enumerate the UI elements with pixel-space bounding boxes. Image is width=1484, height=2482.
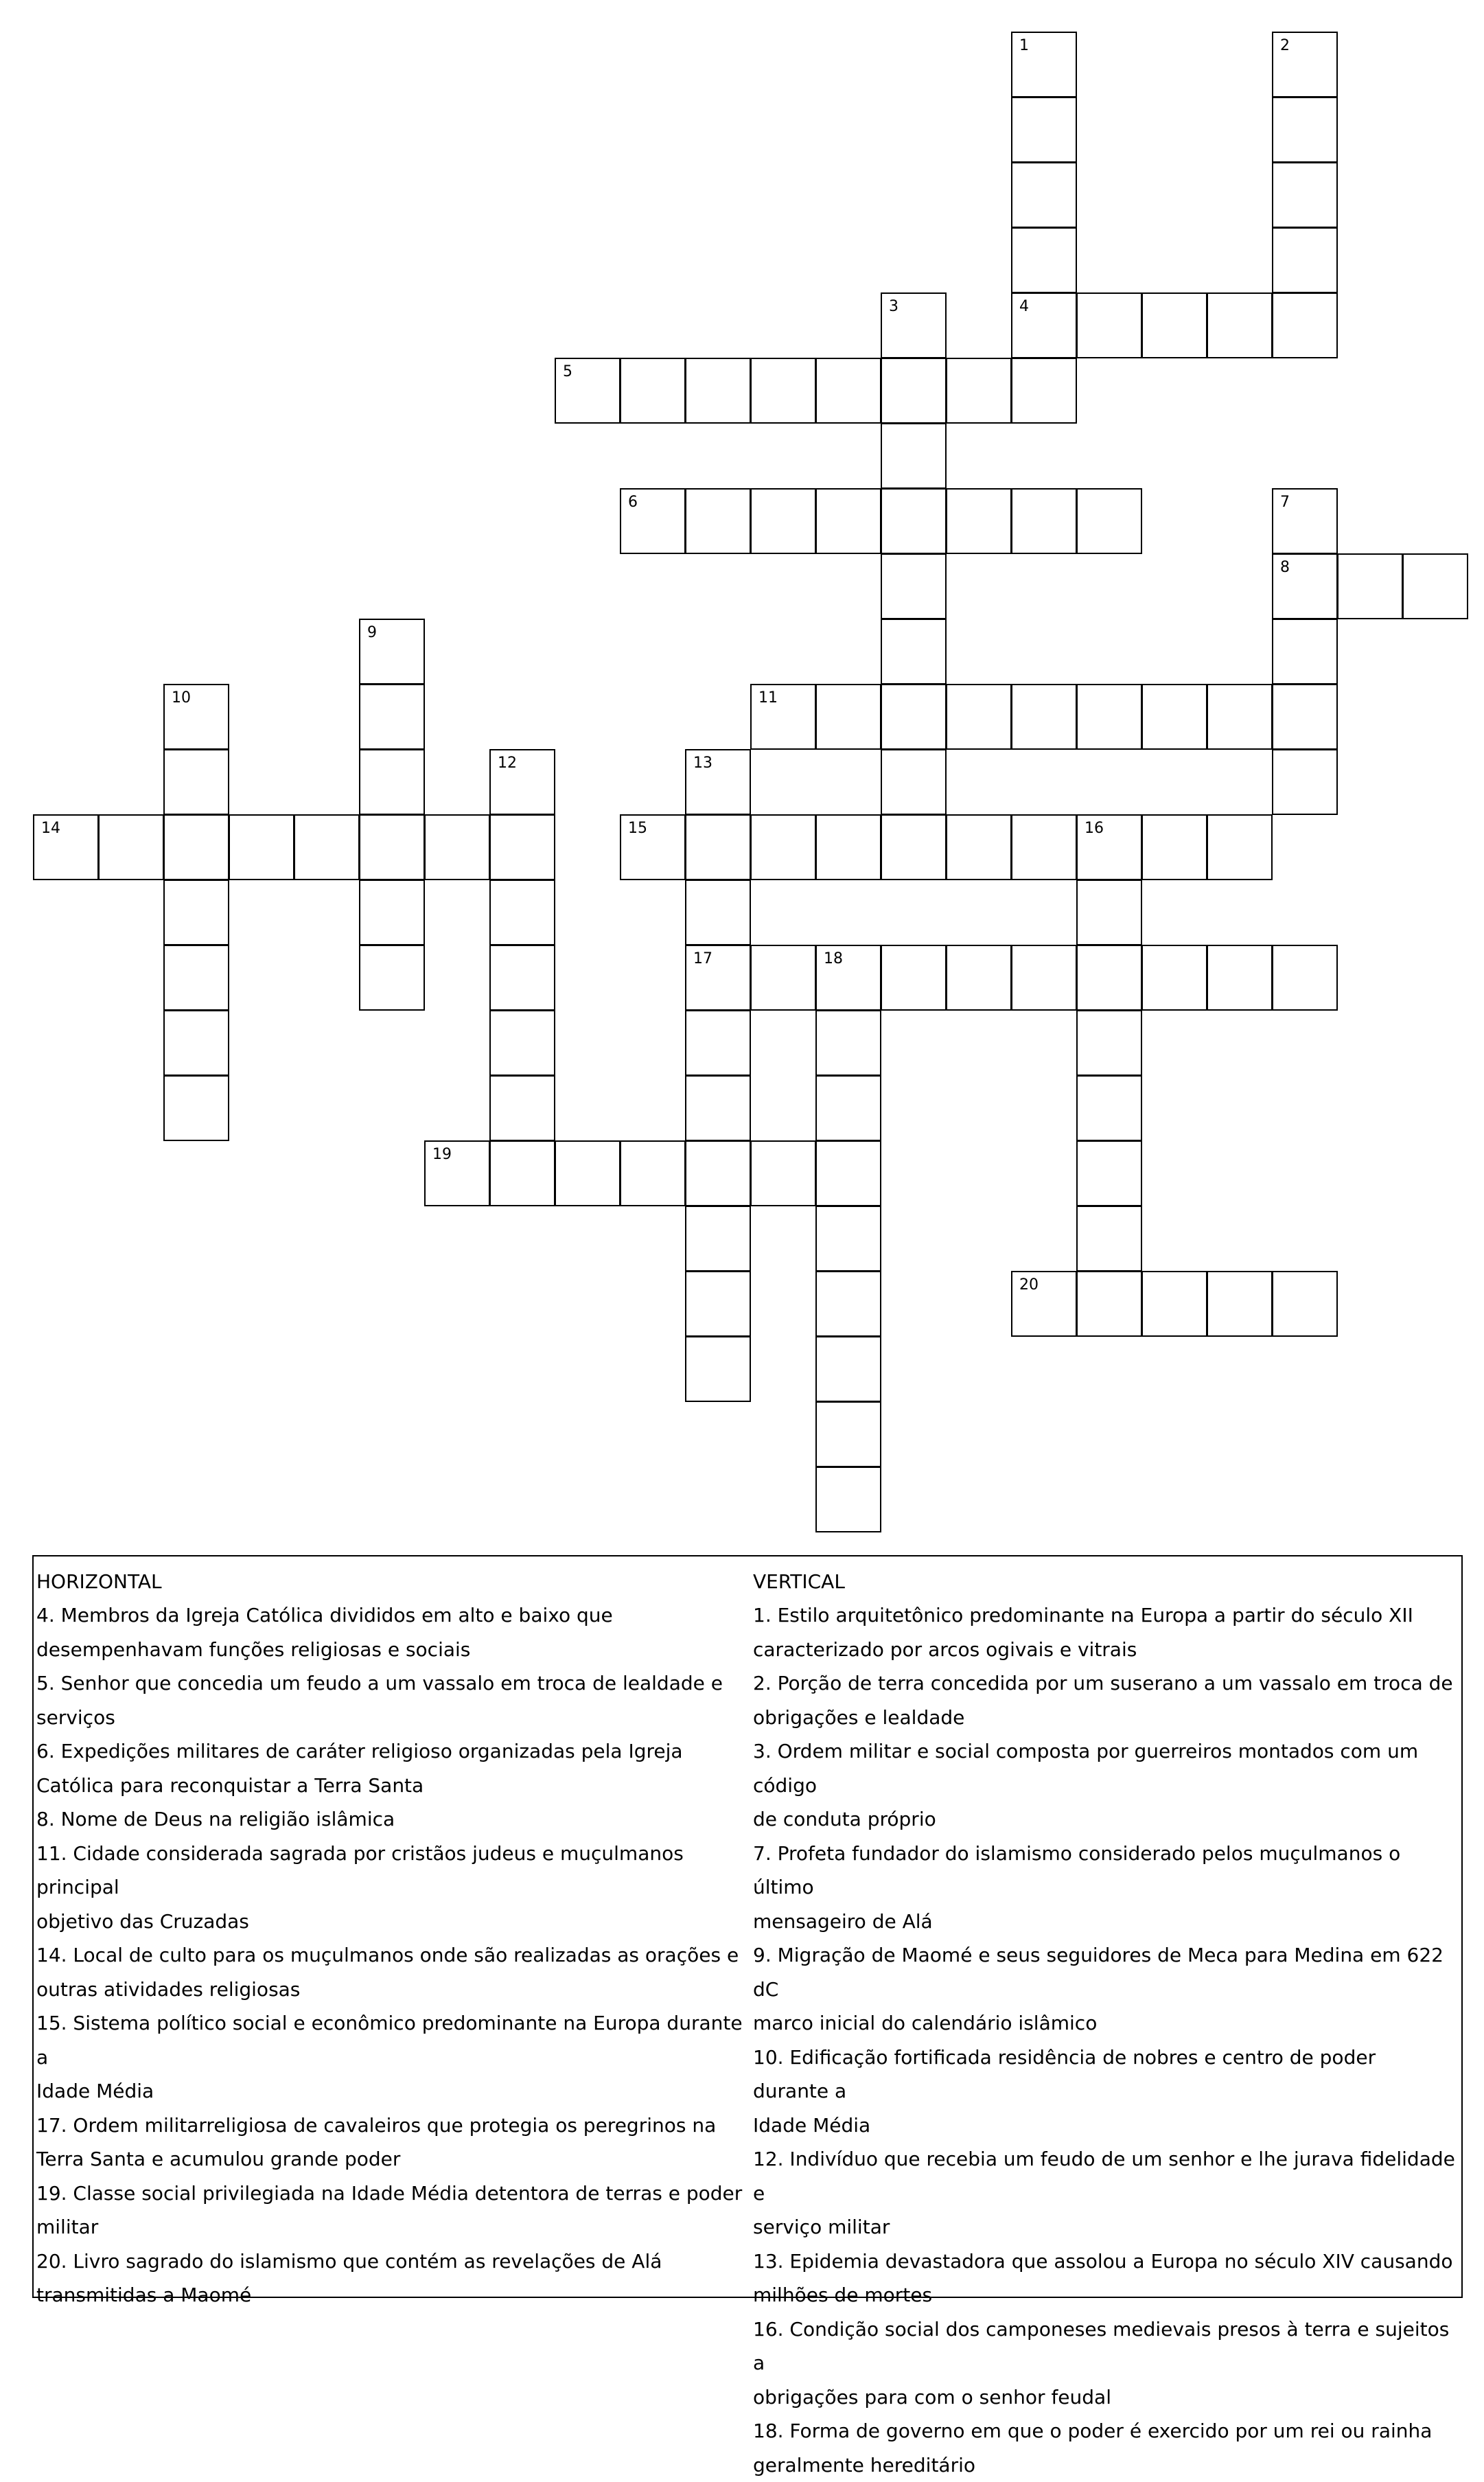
clue-line: serviços — [36, 1701, 750, 1735]
clue-line: 17. Ordem militarreligiosa de cavaleiros que protegia os peregrinos na — [36, 2108, 750, 2143]
grid-cell[interactable] — [1272, 619, 1338, 685]
grid-cell[interactable] — [1011, 1271, 1077, 1337]
grid-cell[interactable] — [1272, 749, 1338, 815]
grid-cell[interactable] — [815, 1271, 881, 1337]
clue-number: 1 — [1019, 37, 1029, 54]
clue-number: 12 — [498, 755, 517, 772]
grid-cell[interactable] — [881, 358, 947, 424]
grid-cell[interactable] — [815, 1467, 881, 1532]
grid-cell[interactable] — [815, 1010, 881, 1076]
grid-cell[interactable] — [163, 749, 229, 815]
grid-cell[interactable] — [685, 880, 751, 945]
grid-cell[interactable] — [685, 1010, 751, 1076]
clue-number: 16 — [1085, 820, 1104, 837]
clue-line: objetivo das Cruzadas — [36, 1905, 750, 1939]
clue-line: 8. Nome de Deus na religião islâmica — [36, 1802, 750, 1837]
grid-cell[interactable] — [750, 488, 816, 554]
grid-cell[interactable] — [620, 1140, 686, 1206]
grid-cell[interactable] — [685, 814, 751, 880]
clue-line: 18. Forma de governo em que o poder é exercido por um rei ou rainha — [753, 2414, 1457, 2448]
grid-cell[interactable] — [685, 358, 751, 424]
grid-cell[interactable] — [1272, 945, 1338, 1011]
clue-number: 11 — [758, 689, 778, 706]
grid-cell[interactable] — [1141, 684, 1207, 750]
vertical-clue-list — [753, 1598, 1457, 2482]
clue-line: obrigações e lealdade — [753, 1701, 1457, 1735]
grid-cell[interactable] — [1272, 553, 1338, 619]
vertical-heading: VERTICAL — [753, 1565, 1457, 1598]
grid-cell[interactable] — [555, 1140, 621, 1206]
grid-cell[interactable] — [1402, 553, 1468, 619]
grid-cell[interactable] — [1011, 488, 1077, 554]
grid-cell[interactable] — [881, 553, 947, 619]
grid-cell[interactable] — [1011, 32, 1077, 97]
clue-line: 13. Epidemia devastadora que assolou a Europa no século XIV causando — [753, 2244, 1457, 2279]
grid-cell[interactable] — [489, 749, 555, 815]
clue-number: 3 — [889, 298, 898, 315]
grid-cell[interactable] — [1141, 1271, 1207, 1337]
horizontal-clues — [36, 1565, 750, 2312]
clue-number: 14 — [41, 820, 60, 837]
clue-number: 7 — [1280, 494, 1290, 511]
grid-cell[interactable] — [1207, 1271, 1273, 1337]
grid-cell[interactable] — [1141, 292, 1207, 358]
grid-cell[interactable] — [229, 814, 294, 880]
clue-number: 4 — [1019, 298, 1029, 315]
grid-cell[interactable] — [815, 945, 881, 1011]
clue-number: 17 — [693, 950, 712, 967]
grid-cell[interactable] — [1076, 292, 1142, 358]
grid-cell[interactable] — [881, 749, 947, 815]
grid-cell[interactable] — [489, 814, 555, 880]
grid-cell[interactable] — [1272, 684, 1338, 750]
clue-line: de conduta próprio — [753, 1802, 1457, 1837]
grid-cell[interactable] — [750, 814, 816, 880]
clue-line: 3. Ordem militar e social composta por guerreiros montados com um código — [753, 1734, 1457, 1802]
grid-cell[interactable] — [815, 1140, 881, 1206]
grid-cell[interactable] — [489, 1075, 555, 1141]
grid-cell[interactable] — [1207, 945, 1273, 1011]
grid-cell[interactable] — [685, 1075, 751, 1141]
grid-cell[interactable] — [1011, 814, 1077, 880]
grid-cell[interactable] — [359, 684, 425, 750]
grid-cell[interactable] — [881, 488, 947, 554]
grid-cell[interactable] — [1076, 488, 1142, 554]
grid-cell[interactable] — [1076, 1140, 1142, 1206]
clue-line: Católica para reconquistar a Terra Santa — [36, 1769, 750, 1803]
grid-cell[interactable] — [1272, 292, 1338, 358]
grid-cell[interactable] — [294, 814, 360, 880]
clue-line: 11. Cidade considerada sagrada por cristãos judeus e muçulmanos principal — [36, 1837, 750, 1905]
clue-line: 7. Profeta fundador do islamismo considerado pelos muçulmanos o último — [753, 1837, 1457, 1905]
grid-cell[interactable] — [1141, 945, 1207, 1011]
clue-line: 5. Senhor que concedia um feudo a um vassalo em troca de lealdade e — [36, 1666, 750, 1701]
clue-line: 16. Condição social dos camponeses medievais presos à terra e sujeitos a — [753, 2312, 1457, 2380]
grid-cell[interactable] — [620, 358, 686, 424]
clue-line: 15. Sistema político social e econômico predominante na Europa durante a — [36, 2006, 750, 2074]
grid-cell[interactable] — [685, 488, 751, 554]
clue-panel — [32, 1555, 1463, 2298]
grid-cell[interactable] — [1141, 814, 1207, 880]
clue-line: mensageiro de Alá — [753, 1905, 1457, 1939]
clue-line: 20. Livro sagrado do islamismo que contém as revelações de Alá — [36, 2244, 750, 2279]
grid-cell[interactable] — [1011, 97, 1077, 163]
clue-number: 15 — [628, 820, 647, 837]
grid-cell[interactable] — [555, 358, 621, 424]
clue-line: obrigações para com o senhor feudal — [753, 2380, 1457, 2415]
grid-cell[interactable] — [1207, 292, 1273, 358]
grid-cell[interactable] — [815, 1401, 881, 1467]
clue-line: caracterizado por arcos ogivais e vitrais — [753, 1633, 1457, 1667]
clue-line: desempenhavam funções religiosas e sociais — [36, 1633, 750, 1667]
clue-number: 20 — [1019, 1276, 1039, 1294]
grid-cell[interactable] — [1207, 814, 1273, 880]
grid-cell[interactable] — [359, 945, 425, 1011]
clue-number: 18 — [824, 950, 843, 967]
grid-cell[interactable] — [359, 749, 425, 815]
clue-line: 12. Indivíduo que recebia um feudo de um senhor e lhe jurava fidelidade e — [753, 2142, 1457, 2210]
horizontal-clue-list — [36, 1598, 750, 2312]
grid-cell[interactable] — [1011, 292, 1077, 358]
grid-cell[interactable] — [1011, 945, 1077, 1011]
grid-cell[interactable] — [1076, 1206, 1142, 1272]
grid-cell[interactable] — [163, 814, 229, 880]
grid-cell[interactable] — [946, 945, 1012, 1011]
grid-cell[interactable] — [359, 619, 425, 685]
clue-line: Idade Média — [753, 2108, 1457, 2143]
grid-cell[interactable] — [1011, 358, 1077, 424]
clue-number: 9 — [367, 624, 377, 641]
grid-cell[interactable] — [163, 880, 229, 945]
grid-cell[interactable] — [685, 1206, 751, 1272]
grid-cell[interactable] — [815, 684, 881, 750]
clue-number: 6 — [628, 494, 638, 511]
grid-cell[interactable] — [881, 684, 947, 750]
grid-cell[interactable] — [685, 1140, 751, 1206]
clue-number: 5 — [563, 363, 572, 380]
grid-cell[interactable] — [620, 814, 686, 880]
grid-cell[interactable] — [881, 814, 947, 880]
clue-line: marco inicial do calendário islâmico — [753, 2006, 1457, 2041]
grid-cell[interactable] — [98, 814, 164, 880]
grid-cell[interactable] — [359, 880, 425, 945]
grid-cell[interactable] — [489, 880, 555, 945]
grid-cell[interactable] — [1076, 945, 1142, 1011]
grid-cell[interactable] — [946, 814, 1012, 880]
clue-number: 10 — [172, 689, 191, 706]
grid-cell[interactable] — [1272, 1271, 1338, 1337]
grid-cell[interactable] — [489, 1140, 555, 1206]
grid-cell[interactable] — [750, 945, 816, 1011]
clue-number: 13 — [693, 755, 712, 772]
grid-cell[interactable] — [163, 684, 229, 750]
grid-cell[interactable] — [1272, 97, 1338, 163]
grid-cell[interactable] — [815, 488, 881, 554]
vertical-clues — [753, 1565, 1457, 2482]
grid-cell[interactable] — [1011, 684, 1077, 750]
grid-cell[interactable] — [946, 358, 1012, 424]
grid-cell[interactable] — [1272, 32, 1338, 97]
clue-number: 8 — [1280, 559, 1290, 576]
grid-cell[interactable] — [881, 423, 947, 489]
clue-line: outras atividades religiosas — [36, 1973, 750, 2007]
grid-cell[interactable] — [946, 684, 1012, 750]
grid-cell[interactable] — [1272, 488, 1338, 554]
horizontal-heading: HORIZONTAL — [36, 1565, 750, 1598]
grid-cell[interactable] — [489, 1010, 555, 1076]
clue-line: 9. Migração de Maomé e seus seguidores de Meca para Medina em 622 dC — [753, 1938, 1457, 2006]
clue-line: 4. Membros da Igreja Católica divididos em alto e baixo que — [36, 1598, 750, 1633]
grid-cell[interactable] — [620, 488, 686, 554]
grid-cell[interactable] — [1076, 1271, 1142, 1337]
clue-number: 2 — [1280, 37, 1290, 54]
grid-cell[interactable] — [881, 945, 947, 1011]
grid-cell[interactable] — [424, 814, 490, 880]
grid-cell[interactable] — [685, 945, 751, 1011]
grid-cell[interactable] — [1011, 227, 1077, 293]
grid-cell[interactable] — [815, 1075, 881, 1141]
clue-line: 19. Classe social privilegiada na Idade Média detentora de terras e poder — [36, 2176, 750, 2211]
grid-cell[interactable] — [424, 1140, 490, 1206]
grid-cell[interactable] — [750, 1140, 816, 1206]
grid-cell[interactable] — [1337, 553, 1403, 619]
clue-line: 1. Estilo arquitetônico predominante na Europa a partir do século XII — [753, 1598, 1457, 1633]
clue-line: transmitidas a Maomé — [36, 2278, 750, 2312]
clue-line: 10. Edificação fortificada residência de nobres e centro de poder durante a — [753, 2041, 1457, 2108]
grid-cell[interactable] — [1076, 880, 1142, 945]
clue-line: Terra Santa e acumulou grande poder — [36, 2142, 750, 2176]
grid-cell[interactable] — [359, 814, 425, 880]
grid-cell[interactable] — [946, 488, 1012, 554]
clue-line: 2. Porção de terra concedida por um suserano a um vassalo em troca de — [753, 1666, 1457, 1701]
clue-number: 19 — [432, 1146, 452, 1163]
grid-cell[interactable] — [685, 749, 751, 815]
grid-cell[interactable] — [881, 619, 947, 685]
clue-line: geralmente hereditário — [753, 2448, 1457, 2482]
grid-cell[interactable] — [685, 1336, 751, 1402]
grid-cell[interactable] — [1076, 1075, 1142, 1141]
grid-cell[interactable] — [815, 358, 881, 424]
clue-line: milhões de mortes — [753, 2278, 1457, 2312]
grid-cell[interactable] — [1272, 227, 1338, 293]
grid-cell[interactable] — [1076, 814, 1142, 880]
grid-cell[interactable] — [1207, 684, 1273, 750]
grid-cell[interactable] — [750, 358, 816, 424]
grid-cell[interactable] — [881, 292, 947, 358]
clue-line: Idade Média — [36, 2074, 750, 2108]
clue-line: serviço militar — [753, 2210, 1457, 2244]
grid-cell[interactable] — [750, 684, 816, 750]
grid-cell[interactable] — [33, 814, 99, 880]
grid-cell[interactable] — [1011, 162, 1077, 228]
clue-line: 14. Local de culto para os muçulmanos onde são realizadas as orações e — [36, 1938, 750, 1973]
grid-cell[interactable] — [489, 945, 555, 1011]
grid-cell[interactable] — [1076, 684, 1142, 750]
grid-cell[interactable] — [815, 814, 881, 880]
grid-cell[interactable] — [163, 1010, 229, 1076]
grid-cell[interactable] — [163, 1075, 229, 1141]
grid-cell[interactable] — [685, 1271, 751, 1337]
grid-cell[interactable] — [163, 945, 229, 1011]
grid-cell[interactable] — [1272, 162, 1338, 228]
grid-cell[interactable] — [1076, 1010, 1142, 1076]
grid-cell[interactable] — [815, 1206, 881, 1272]
clue-line: 6. Expedições militares de caráter religioso organizadas pela Igreja — [36, 1734, 750, 1769]
grid-cell[interactable] — [815, 1336, 881, 1402]
clue-line: militar — [36, 2210, 750, 2244]
